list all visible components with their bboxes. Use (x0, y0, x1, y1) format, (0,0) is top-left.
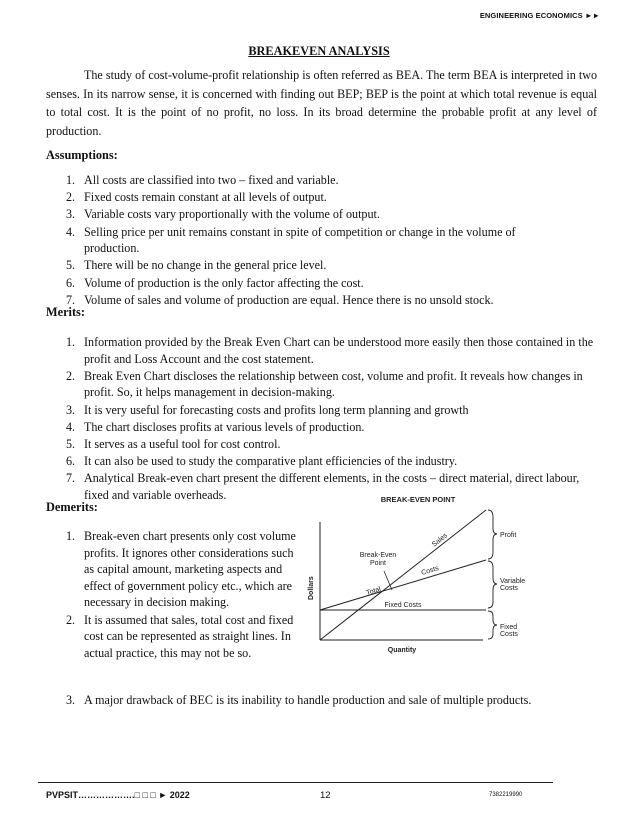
variable-costs-label-1: Variable (500, 578, 526, 585)
list-item (46, 292, 566, 309)
list-item-text: It can also be used to study the comparative plant efficiencies of the industry. (84, 454, 458, 469)
merits-heading: Merits: (46, 305, 85, 319)
chart-title: BREAK-EVEN POINT (380, 495, 456, 504)
merits-list (46, 334, 602, 504)
list-item (46, 453, 602, 470)
y-axis-label: Dollars (308, 576, 315, 600)
sales-line-label: Sales (430, 532, 450, 549)
assumptions-list (46, 172, 566, 309)
list-item-text: Variable costs vary proportionally with the volume of output. (84, 207, 380, 222)
list-item-text: Information provided by the Break Even Chart can be understood more easily then those contained in the profit and Loss Account and the cost statement. (84, 335, 594, 366)
variable-costs-label-2: Costs (500, 585, 518, 592)
list-item (46, 419, 602, 436)
list-number: 4. (66, 419, 76, 434)
list-number: 2. (66, 612, 76, 627)
list-item (46, 692, 606, 709)
demerits-heading: Demerits: (46, 500, 98, 514)
list-item-text: Analytical Break-even chart present the different elements, in the costs – direct material, direct labour, fixed and variable overheads. (84, 471, 580, 502)
list-item-text: Selling price per unit remains constant in spite of competition or change in the volume of production. (84, 224, 516, 256)
list-number: 2. (66, 190, 76, 205)
demerits-list-continued (46, 692, 606, 709)
bep-label-line-1: Break-Even (359, 552, 397, 559)
list-item (46, 402, 602, 419)
footer-divider (38, 782, 553, 783)
list-item-text: The chart discloses profits at various levels of production. (84, 419, 365, 434)
list-number: 1. (66, 529, 76, 543)
running-header: ENGINEERING ECONOMICS ►► (479, 11, 600, 20)
list-item (46, 612, 296, 662)
list-item-text: Break Even Chart discloses the relationship between cost, volume and profit. It reveals how changes in profit. So, it helps management in decision-making. (84, 368, 583, 400)
list-number: 3. (66, 402, 76, 417)
profit-brace (488, 510, 497, 559)
list-item-text: Break-even chart presents only cost volume profits. It ignores other considerations such as capital amount, marketing aspects and effect of government policy etc., which are necessary in decision making. (84, 529, 296, 610)
fixed-costs-brace (488, 611, 497, 639)
list-item (46, 436, 602, 453)
list-item (46, 275, 566, 292)
bep-label-line-2: Point (370, 560, 386, 567)
variable-costs-brace (488, 561, 497, 608)
list-number: 3. (66, 207, 76, 222)
list-item-text: Volume of production is the only factor affecting the cost. (84, 275, 364, 290)
list-number: 1. (66, 335, 76, 349)
footer-right-text: 7382219990 (489, 792, 523, 798)
list-item (46, 172, 566, 189)
break-even-chart (298, 492, 550, 662)
list-number: 1. (66, 173, 76, 187)
list-item (46, 206, 566, 223)
page-title: BREAKEVEN ANALYSIS (248, 44, 390, 58)
demerits-list (46, 528, 296, 662)
list-number: 6. (66, 454, 76, 469)
list-item-text: It is assumed that sales, total cost and fixed cost can be represented as straight lines. In actual practice, this may not be so. (84, 612, 294, 660)
list-item-text: It is very useful for forecasting costs and profits long term planning and growth (84, 402, 469, 417)
footer-left-text: PVPSIT……………….□ □ □ ► 2022 (46, 790, 190, 800)
list-item (46, 224, 566, 257)
assumptions-heading: Assumptions: (46, 148, 118, 162)
fixed-costs-label: Fixed Costs (384, 602, 422, 609)
list-item-text: There will be no change in the general price level. (84, 258, 327, 273)
total-line-label: Total (365, 585, 382, 597)
list-number: 7. (66, 471, 76, 486)
list-item (46, 528, 296, 611)
intro-paragraph: The study of cost-volume-profit relationship is often referred as BEA. The term BEA is interpreted in two senses. In its narrow sense, it is concerned with finding out BEP; BEP is the point at which total revenue is equal to total cost. It is the point of no profit, no loss. In its broad determine the probable profit at any level of production. (46, 68, 597, 138)
list-number: 4. (66, 224, 76, 239)
x-axis-label: Quantity (387, 647, 417, 654)
list-item-text: Fixed costs remain constant at all levels of output. (84, 190, 327, 205)
list-item-text: A major drawback of BEC is its inability to handle production and sale of multiple products. (84, 693, 532, 707)
list-item-text: Volume of sales and volume of production are equal. Hence there is no unsold stock. (84, 292, 494, 307)
list-item (46, 257, 566, 274)
list-item-text: It serves as a useful tool for cost control. (84, 436, 281, 451)
list-number: 7. (66, 292, 76, 307)
list-item (46, 368, 602, 401)
fixed-costs-brace-label-1: Fixed (500, 624, 518, 631)
sales-line (320, 510, 486, 640)
list-item (46, 334, 602, 367)
list-number: 5. (66, 258, 76, 273)
list-number: 3. (66, 693, 76, 707)
list-number: 2. (66, 368, 76, 383)
list-item (46, 189, 566, 206)
list-item-text: All costs are classified into two – fixed and variable. (84, 173, 339, 187)
profit-label: Profit (500, 532, 517, 539)
fixed-costs-brace-label-2: Costs (500, 631, 518, 638)
list-number: 6. (66, 275, 76, 290)
list-number: 5. (66, 436, 76, 451)
page-number: 12 (320, 790, 331, 801)
costs-line-label: Costs (420, 564, 440, 577)
